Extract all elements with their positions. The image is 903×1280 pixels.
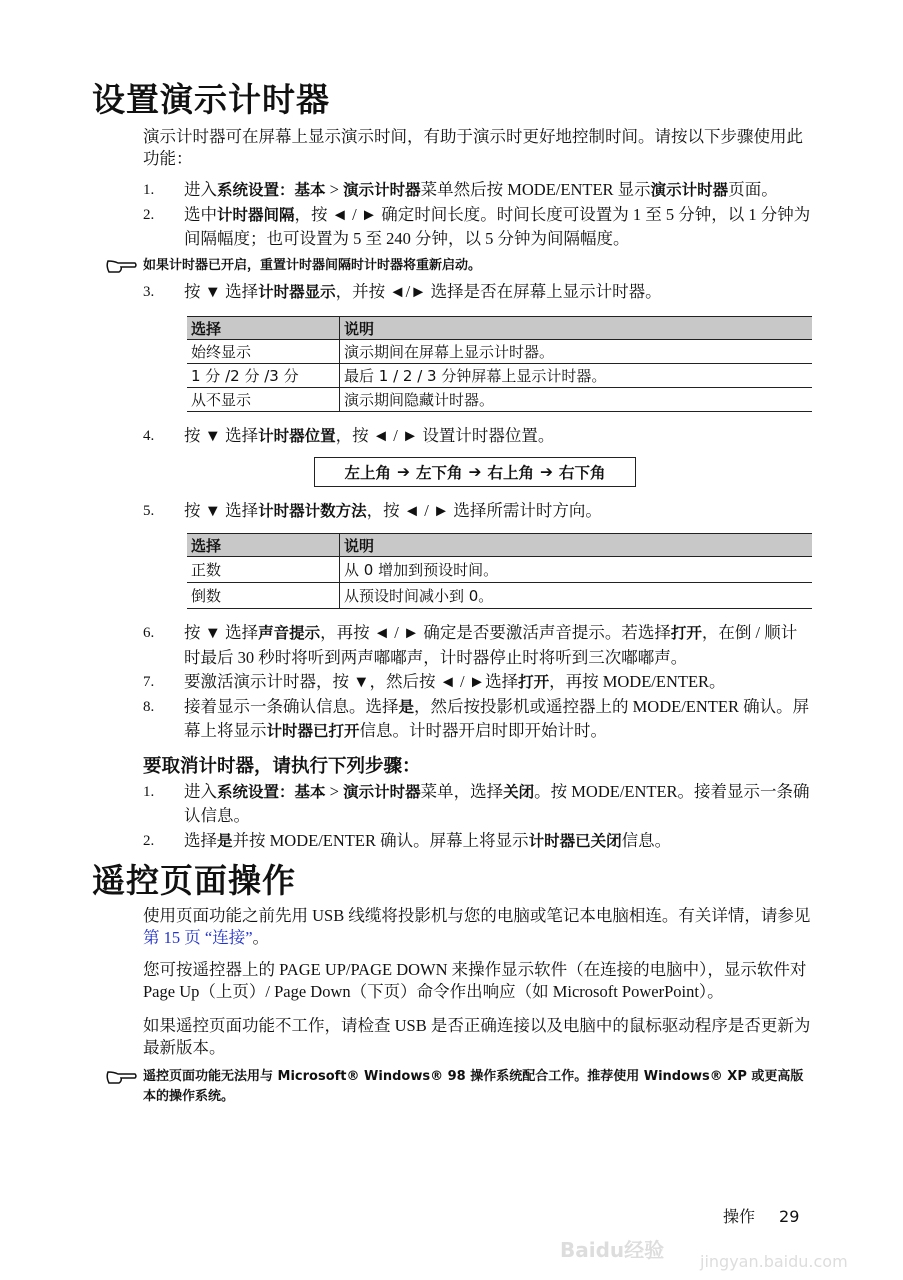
bold-term: 演示计时器	[343, 181, 421, 199]
table-cell: 正数	[187, 557, 340, 583]
count-method-table	[187, 533, 812, 609]
text-run: 如果遥控页面功能不工作，请检查 USB 是否正确连接以及电脑中的鼠标驱动程序是否更新为最新版本。	[143, 1016, 811, 1057]
step-4	[143, 424, 811, 449]
table-cell: 最后 1 / 2 / 3 分钟屏幕上显示计时器。	[340, 364, 813, 388]
page-number: 29	[779, 1207, 800, 1226]
step-3	[143, 280, 811, 305]
cancel-step-2	[143, 829, 811, 854]
position-label: 左下角	[415, 463, 463, 482]
step-number: 5.	[143, 502, 155, 519]
step-number: 7.	[143, 674, 155, 690]
text-run: ，按 ◄ / ► 设置计时器位置。	[335, 426, 555, 445]
bold-term: 计时器显示	[258, 282, 336, 301]
table-header: 选择	[187, 534, 340, 557]
bold-term: 是	[398, 697, 415, 716]
section-title-remote-paging: 遥控页面操作	[92, 861, 296, 900]
table-row	[187, 340, 812, 364]
table-cell: 1 分 /2 分 /3 分	[187, 364, 340, 388]
text-run: 要激活演示计时器，按 ▼，然后按 ◄ / ►选择	[184, 672, 519, 691]
pointing-hand-icon	[105, 1068, 139, 1086]
text-run: ，然后按投影机或遥控器上的 MODE/ENTER 确认。屏幕上将显示	[184, 696, 810, 740]
bold-term: 打开	[670, 624, 702, 642]
text-run: >	[325, 781, 344, 801]
step-6	[143, 621, 811, 670]
table-header: 说明	[340, 317, 813, 340]
text-run: 接着显示一条确认信息。选择	[184, 696, 399, 716]
text-run: ，再按 MODE/ENTER。	[549, 672, 726, 691]
bold-term: 是	[217, 831, 233, 850]
bold-term: 计时器已打开	[266, 722, 360, 740]
bold-term: 关闭	[503, 782, 535, 801]
step-number: 3.	[143, 283, 155, 300]
text-run: 信息。计时器开启时即开始计时。	[359, 721, 608, 740]
step-text	[184, 829, 811, 854]
text-run: 选中	[184, 204, 217, 224]
step-number: 4.	[143, 428, 155, 444]
step-text	[184, 670, 811, 695]
table-cell: 从预设时间减小到 0。	[340, 583, 813, 609]
arrow-right-icon: ➔	[468, 462, 482, 481]
step-number: 2.	[143, 206, 155, 223]
bold-term: 计时器已关闭	[528, 831, 622, 850]
text-run: ，并按 ◄/► 选择是否在屏幕上显示计时器。	[335, 281, 662, 301]
note-windows	[105, 1067, 811, 1107]
step-text	[184, 499, 811, 524]
bold-term: 演示计时器	[650, 181, 729, 199]
step-number: 1.	[143, 182, 155, 198]
text-run: 信息。	[621, 830, 672, 850]
position-label: 左上角	[344, 463, 391, 482]
table-cell: 倒数	[187, 583, 340, 609]
table-row	[187, 583, 812, 609]
cancel-step-1	[143, 780, 811, 829]
step-1	[143, 178, 811, 203]
position-label: 右下角	[559, 463, 606, 482]
table-row	[187, 364, 812, 388]
step-8	[143, 695, 811, 744]
paragraph-page-keys	[143, 959, 811, 1003]
step-number: 2.	[143, 832, 155, 849]
table-cell: 演示期间隐藏计时器。	[340, 388, 813, 412]
bold-term: 打开	[518, 673, 550, 691]
table-row	[187, 557, 812, 583]
text-run: 使用页面功能之前先用 USB 线缆将投影机与您的电脑或笔记本电脑相连。有关详情，请参见	[143, 906, 811, 925]
text-run: 。按 MODE/ENTER。接着显示一条确认信息。	[184, 781, 810, 825]
text-run: 您可按遥控器上的 PAGE UP/PAGE DOWN 来操作显示软件（在连接的电脑中），显示软件对 Page Up（上页）/ Page Down（下页）命令作出响应（如 Microsoft PowerPoint）。	[143, 960, 807, 1001]
bold-term: 系统设置：基本	[217, 181, 326, 199]
table-cell: 演示期间在屏幕上显示计时器。	[340, 340, 813, 364]
pointing-hand-icon	[105, 257, 139, 275]
text-run: 按 ▼ 选择	[184, 500, 259, 520]
step-text	[184, 780, 811, 829]
position-label: 右上角	[487, 463, 535, 482]
footer-section: 操作	[723, 1207, 756, 1226]
cancel-timer-heading: 要取消计时器，请执行下列步骤：	[143, 755, 421, 777]
bold-term: 计时器位置	[258, 427, 336, 445]
step-text	[184, 203, 811, 252]
table-header: 选择	[187, 317, 340, 340]
text-run: 进入	[184, 180, 217, 199]
table-cell: 从不显示	[187, 388, 340, 412]
text-run: >	[325, 180, 344, 199]
note-timer-reset	[105, 256, 811, 276]
text-run: ，在倒 / 顺计时最后 30 秒时将听到两声嘟嘟声，计时器停止时将听到三次嘟嘟声。	[184, 623, 798, 667]
text-run: 并按 MODE/ENTER 确认。屏幕上将显示	[232, 830, 529, 850]
table-cell: 始终显示	[187, 340, 340, 364]
step-number: 1.	[143, 783, 155, 800]
text-run: 页面。	[728, 180, 778, 199]
bold-term: 计时器计数方法	[258, 501, 367, 520]
watermark-url: jingyan.baidu.com	[700, 1252, 848, 1271]
bold-term: 系统设置：基本	[217, 782, 326, 801]
step-2	[143, 203, 811, 252]
text-run: ，按 ◄ / ► 选择所需计时方向。	[366, 500, 602, 520]
timer-position-flow	[314, 457, 636, 487]
text-run: 进入	[184, 781, 217, 801]
arrow-right-icon: ➔	[540, 462, 554, 481]
bold-term: 声音提示	[258, 624, 321, 642]
bold-term: 计时器间隔	[217, 205, 295, 224]
text-run: 按 ▼ 选择	[184, 426, 259, 445]
step-number: 8.	[143, 698, 155, 715]
timer-display-table	[187, 316, 812, 412]
step-7	[143, 670, 811, 695]
page-footer	[723, 1206, 799, 1228]
cross-reference-link[interactable]: 第 15 页 “连接”	[143, 928, 253, 947]
page-content	[0, 80, 903, 1107]
step-text	[184, 178, 811, 203]
step-number: 6.	[143, 625, 155, 641]
table-header: 说明	[340, 534, 813, 557]
section-title-timer: 设置演示计时器	[92, 80, 330, 119]
text-run: 。	[252, 928, 270, 947]
step-text	[184, 695, 811, 744]
paragraph-troubleshoot	[143, 1015, 811, 1059]
note-text: 遥控页面功能无法用与 Microsoft® Windows® 98 操作系统配合工作。推荐使用 Windows® XP 或更高版本的操作系统。	[143, 1069, 804, 1104]
step-text	[184, 424, 811, 449]
text-run: 菜单，选择	[420, 781, 504, 801]
paragraph-usb	[143, 905, 811, 949]
arrow-right-icon: ➔	[396, 462, 410, 481]
step-text	[184, 280, 811, 305]
step-text	[184, 621, 811, 670]
text-run: 演示计时器可在屏幕上显示演示时间，有助于演示时更好地控制时间。请按以下步骤使用此功能：	[143, 127, 803, 168]
table-cell: 从 0 增加到预设时间。	[340, 557, 813, 583]
intro-paragraph	[143, 126, 811, 170]
step-5	[143, 499, 811, 524]
text-run: ，再按 ◄ / ► 确定是否要激活声音提示。若选择	[320, 623, 671, 642]
bold-term: 演示计时器	[343, 782, 421, 801]
table-row	[187, 388, 812, 412]
text-run: ，按 ◄ / ► 确定时间长度。时间长度可设置为 1 至 5 分钟，以 1 分钟为间隔幅度；也可设置为 5 至 240 分钟，以 5 分钟为间隔幅度。	[184, 204, 811, 248]
note-text: 如果计时器已开启，重置计时器间隔时计时器将重新启动。	[143, 257, 482, 273]
text-run: 按 ▼ 选择	[184, 281, 259, 301]
text-run: 按 ▼ 选择	[184, 623, 259, 642]
baidu-watermark-logo: Baidu经验	[560, 1238, 665, 1262]
text-run: 菜单然后按 MODE/ENTER 显示	[420, 180, 651, 199]
text-run: 选择	[184, 830, 217, 850]
